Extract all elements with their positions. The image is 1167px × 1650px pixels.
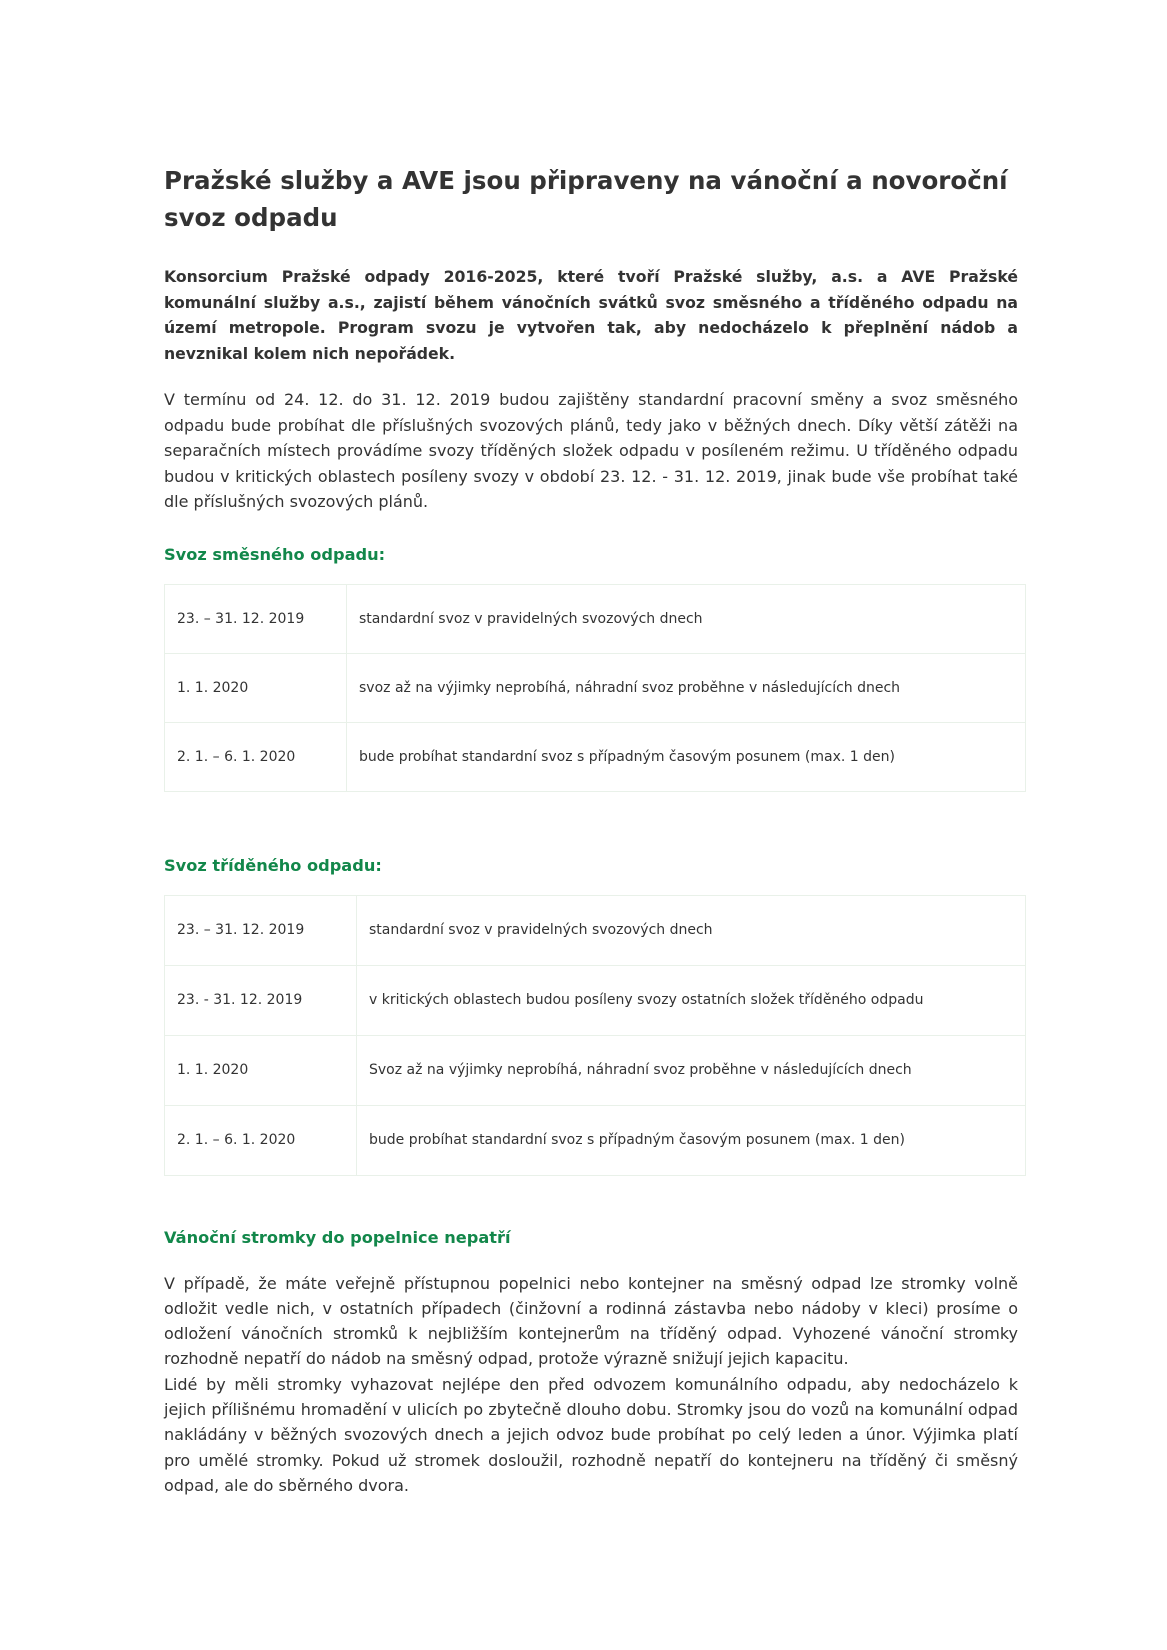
table-cell-text: Svoz až na výjimky neprobíhá, náhradní svoz proběhne v následujících dnech: [357, 1035, 1026, 1105]
table-row: [165, 1035, 1026, 1105]
table-cell-date: 23. - 31. 12. 2019: [165, 965, 357, 1035]
table-cell-text: bude probíhat standardní svoz s případným časovým posunem (max. 1 den): [357, 1105, 1026, 1175]
document-content: [164, 162, 1018, 1498]
table-row: [165, 584, 1026, 653]
intro-paragraph: Konsorcium Pražské odpady 2016-2025, které tvoří Pražské služby, a.s. a AVE Pražské komunální služby a.s., zajistí během vánočních svátků svoz směsného a tříděného odpadu na území metropole. Program svozu je vytvořen tak, aby nedocházelo k přeplnění nádob a nevznikal kolem nich nepořádek.: [164, 267, 1018, 363]
table-cell-text: svoz až na výjimky neprobíhá, náhradní svoz proběhne v následujících dnech: [347, 653, 1026, 722]
table-cell-text: v kritických oblastech budou posíleny svozy ostatních složek tříděného odpadu: [357, 965, 1026, 1035]
table-row: [165, 1105, 1026, 1175]
table-cell-date: 1. 1. 2020: [165, 653, 347, 722]
table-cell-text: standardní svoz v pravidelných svozových dnech: [357, 895, 1026, 965]
table-cell-date: 2. 1. – 6. 1. 2020: [165, 1105, 357, 1175]
mixed-waste-heading: Svoz směsného odpadu:: [164, 544, 386, 564]
table-row: [165, 895, 1026, 965]
schedule-paragraph: V termínu od 24. 12. do 31. 12. 2019 budou zajištěny standardní pracovní směny a svoz směsného odpadu bude probíhat dle příslušných svozových plánů, tedy jako v běžných dnech. Díky větší zátěži na separačních místech provádíme svozy tříděných složek odpadu v posíleném režimu. U tříděného odpadu budou v kritických oblastech posíleny svozy v období 23. 12. - 31. 12. 2019, jinak bude vše probíhat také dle příslušných svozových plánů.: [164, 390, 1018, 511]
table-cell-text: standardní svoz v pravidelných svozových dnech: [347, 584, 1026, 653]
table-cell-date: 2. 1. – 6. 1. 2020: [165, 722, 347, 791]
table-cell-text: bude probíhat standardní svoz s případným časovým posunem (max. 1 den): [347, 722, 1026, 791]
table-row: [165, 965, 1026, 1035]
trees-paragraph-1: V případě, že máte veřejně přístupnou popelnici nebo kontejner na směsný odpad lze stromky volně odložit vedle nich, v ostatních případech (činžovní a rodinná zástavba nebo nádoby v kleci) prosíme o odložení vánočních stromků k nejbližším kontejnerům na tříděný odpad. Vyhozené vánoční stromky rozhodně nepatří do nádob na směsný odpad, protože výrazně snižují jejich kapacitu.: [164, 1273, 1018, 1369]
page-title: Pražské služby a AVE jsou připraveny na vánoční a novoroční svoz odpadu: [164, 166, 1008, 232]
table-row: [165, 722, 1026, 791]
mixed-waste-table: [164, 584, 1026, 792]
table-cell-date: 23. – 31. 12. 2019: [165, 895, 357, 965]
sorted-waste-heading: Svoz tříděného odpadu:: [164, 855, 382, 875]
table-cell-date: 23. – 31. 12. 2019: [165, 584, 347, 653]
christmas-trees-heading: Vánoční stromky do popelnice nepatří: [164, 1227, 511, 1247]
trees-paragraph-2: Lidé by měli stromky vyhazovat nejlépe den před odvozem komunálního odpadu, aby nedocházelo k jejich přílišnému hromadění v ulicích po zbytečně dlouho dobu. Stromky jsou do vozů na komunální odpad nakládány v běžných svozových dnech a jejich odvoz bude probíhat po celý leden a únor. Výjimka platí pro umělé stromky. Pokud už stromek dosloužil, rozhodně nepatří do kontejneru na tříděný či směsný odpad, ale do sběrného dvora.: [164, 1374, 1018, 1495]
sorted-waste-table: [164, 895, 1026, 1176]
table-row: [165, 653, 1026, 722]
table-cell-date: 1. 1. 2020: [165, 1035, 357, 1105]
